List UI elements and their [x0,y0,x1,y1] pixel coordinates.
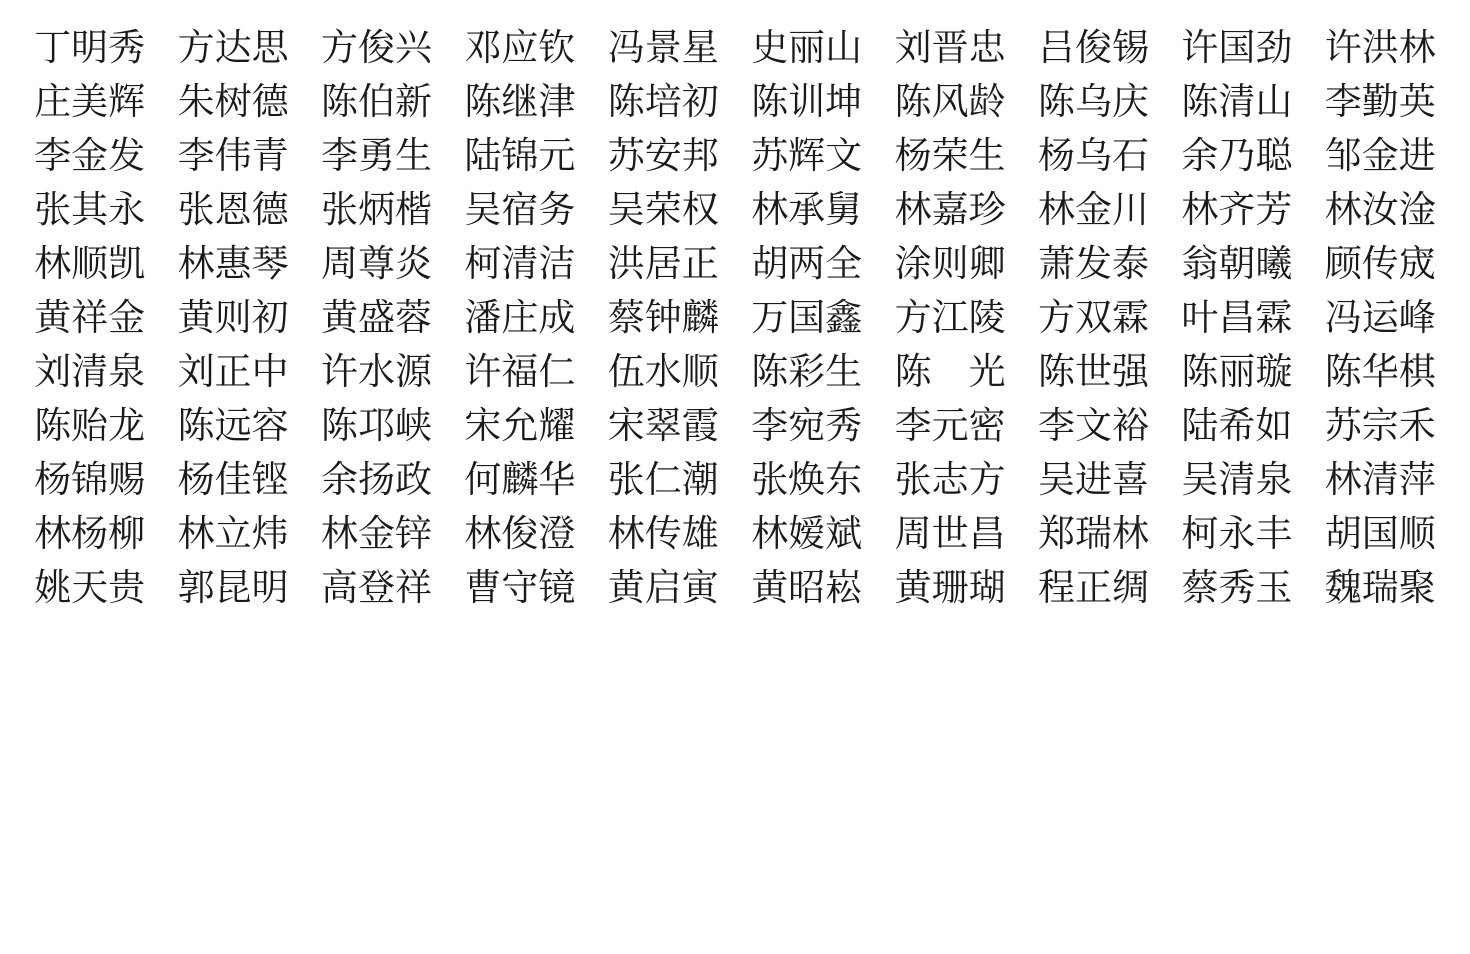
roster-name: 林金锌 [320,514,432,555]
roster-name: 吴宿务 [464,190,576,231]
roster-name: 姚天贵 [34,568,146,609]
roster-name: 陈乌庆 [1037,82,1149,123]
roster-name: 方双霖 [1037,298,1149,339]
roster-name: 黄启寅 [607,568,719,609]
roster-name: 史丽山 [751,28,863,69]
roster-name: 叶昌霖 [1181,298,1293,339]
roster-name: 宋允耀 [464,406,576,447]
roster-name: 陈训坤 [751,82,863,123]
roster-name: 郭昆明 [177,568,289,609]
roster-name: 陈继津 [464,82,576,123]
roster-name: 许福仁 [464,352,576,393]
roster-name: 林俊澄 [464,514,576,555]
roster-name: 周世昌 [894,514,1006,555]
roster-name: 陈贻龙 [34,406,146,447]
roster-name: 苏安邦 [607,136,719,177]
roster-name: 李文裕 [1037,406,1149,447]
roster-name: 冯景星 [607,28,719,69]
roster-name: 陆锦元 [464,136,576,177]
roster-name: 丁明秀 [34,28,146,69]
roster-name: 余乃聪 [1181,136,1293,177]
roster-name: 许国劲 [1181,28,1293,69]
roster-name: 陈彩生 [751,352,863,393]
roster-name: 林杨柳 [34,514,146,555]
roster-name: 陈远容 [177,406,289,447]
roster-name: 杨锦赐 [34,460,146,501]
roster-name: 张恩德 [177,190,289,231]
roster-name: 宋翠霞 [607,406,719,447]
roster-name: 陈邛峡 [320,406,432,447]
roster-name: 苏辉文 [751,136,863,177]
roster-name: 陈伯新 [320,82,432,123]
roster-name: 林惠琴 [177,244,289,285]
roster-name: 余扬政 [320,460,432,501]
roster-name: 洪居正 [607,244,719,285]
roster-name: 冯运峰 [1324,298,1436,339]
roster-name: 郑瑞林 [1037,514,1149,555]
roster-name: 萧发泰 [1037,244,1149,285]
roster-name: 林清萍 [1324,460,1436,501]
roster-name: 张焕东 [751,460,863,501]
roster-name: 吴清泉 [1181,460,1293,501]
roster-name: 陈世强 [1037,352,1149,393]
roster-name: 张炳楷 [320,190,432,231]
roster-name: 刘正中 [177,352,289,393]
roster-name: 高登祥 [320,568,432,609]
roster-name: 吕俊锡 [1037,28,1149,69]
roster-name: 李伟青 [177,136,289,177]
roster-name: 林顺凯 [34,244,146,285]
roster-name: 张仁潮 [607,460,719,501]
roster-name: 陈培初 [607,82,719,123]
roster-name: 顾传宬 [1324,244,1436,285]
roster-name: 吴进喜 [1037,460,1149,501]
roster-name: 杨佳铿 [177,460,289,501]
roster-name: 黄昭崧 [751,568,863,609]
roster-name: 林汝淦 [1324,190,1436,231]
roster-name: 许洪林 [1324,28,1436,69]
roster-name: 李元密 [894,406,1006,447]
roster-name: 许水源 [320,352,432,393]
roster-name: 李宛秀 [751,406,863,447]
roster-name: 涂则卿 [894,244,1006,285]
roster-name: 吴荣权 [607,190,719,231]
roster-name: 胡国顺 [1324,514,1436,555]
roster-name: 蔡秀玉 [1181,568,1293,609]
roster-name: 蔡钟麟 [607,298,719,339]
roster-name: 陆希如 [1181,406,1293,447]
roster-name: 苏宗禾 [1324,406,1436,447]
roster-name: 胡两全 [751,244,863,285]
roster-name: 曹守镜 [464,568,576,609]
roster-name: 刘清泉 [34,352,146,393]
roster-name: 翁朝曦 [1181,244,1293,285]
roster-name: 陈清山 [1181,82,1293,123]
roster-name: 魏瑞聚 [1324,568,1436,609]
roster-name: 林承舅 [751,190,863,231]
roster-name: 林嘉珍 [894,190,1006,231]
roster-name: 方江陵 [894,298,1006,339]
roster-name: 杨乌石 [1037,136,1149,177]
roster-name: 黄珊瑚 [894,568,1006,609]
roster-name: 万国鑫 [751,298,863,339]
roster-name: 何麟华 [464,460,576,501]
roster-name: 刘晋忠 [894,28,1006,69]
roster-name: 黄盛蓉 [320,298,432,339]
roster-name: 陈风龄 [894,82,1006,123]
roster-name: 柯清洁 [464,244,576,285]
roster-name: 陈丽璇 [1181,352,1293,393]
roster-name: 李勤英 [1324,82,1436,123]
roster-name: 朱树德 [177,82,289,123]
roster-name: 林传雄 [607,514,719,555]
roster-name: 程正绸 [1037,568,1149,609]
roster-name: 陈华棋 [1324,352,1436,393]
roster-name: 杨荣生 [894,136,1006,177]
roster-name: 李金发 [34,136,146,177]
roster-name: 潘庄成 [464,298,576,339]
roster-name: 邓应钦 [464,28,576,69]
roster-name: 陈 光 [894,352,1006,393]
roster-name: 张其永 [34,190,146,231]
roster-name: 黄祥金 [34,298,146,339]
roster-name: 林齐芳 [1181,190,1293,231]
roster-name: 张志方 [894,460,1006,501]
roster-name: 林金川 [1037,190,1149,231]
roster-name: 柯永丰 [1181,514,1293,555]
roster-name: 李勇生 [320,136,432,177]
roster-name: 方俊兴 [320,28,432,69]
roster-name: 邹金进 [1324,136,1436,177]
roster-name: 林立炜 [177,514,289,555]
roster-name: 林嫒斌 [751,514,863,555]
roster-name: 方达思 [177,28,289,69]
roster-name: 伍水顺 [607,352,719,393]
roster-name: 庄美辉 [34,82,146,123]
roster-name: 黄则初 [177,298,289,339]
roster-name: 周尊炎 [320,244,432,285]
